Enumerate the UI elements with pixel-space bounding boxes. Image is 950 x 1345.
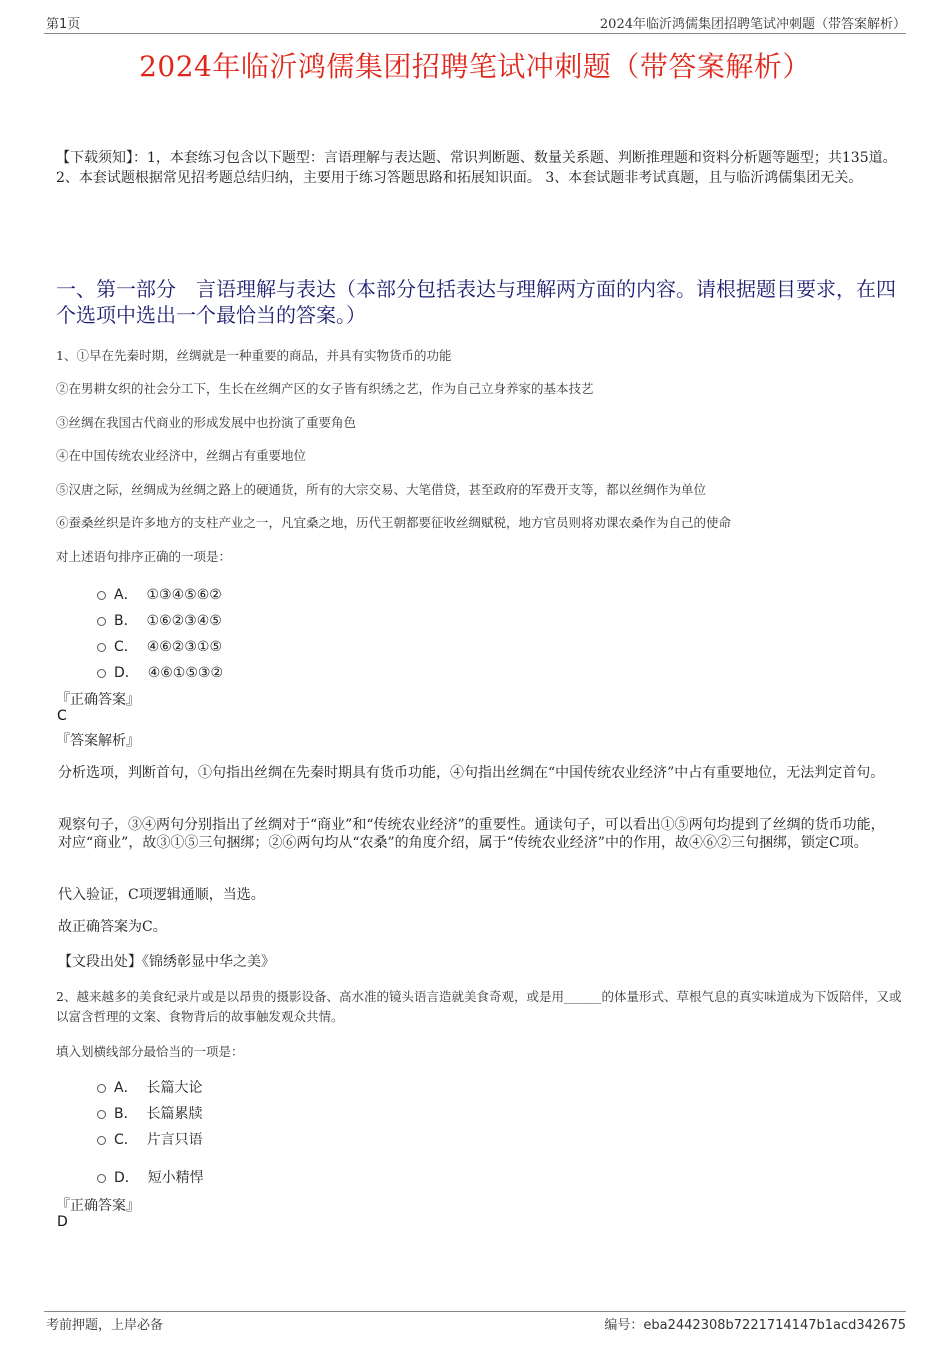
q2-option-b[interactable]: B． 长篇累牍 (97, 1103, 203, 1123)
q2-answer: D (57, 1214, 68, 1230)
footer-slogan: 考前押题，上岸必备 (46, 1318, 164, 1333)
q1-analysis-label: 『答案解析』 (56, 733, 140, 749)
q2-option-c[interactable]: C． 片言只语 (97, 1129, 203, 1149)
q1-prompt: 对上述语句排序正确的一项是： (56, 549, 232, 564)
q1-sentence-2: ②在男耕女织的社会分工下，生长在丝绸产区的女子皆有织绣之艺，作为自己立身养家的基本技艺 (56, 381, 594, 396)
download-notice: 【下载须知】：1，本套练习包含以下题型：言语理解与表达题、常识判断题、数量关系题、判断推理题和资料分析题等题型；共135道。 2、本套试题根据常见招考题总结归纳，主要用于练习答题思路和拓展知识面。 3、本套试题非考试真题，且与临沂鸿儒集团无关。 (56, 150, 897, 186)
radio-icon[interactable] (97, 1110, 106, 1119)
header-divider (44, 33, 906, 34)
radio-icon[interactable] (97, 643, 106, 652)
q1-sentence-1: 1、①早在先秦时期，丝绸就是一种重要的商品，并具有实物货币的功能 (56, 348, 452, 363)
q1-analysis-3: 代入验证，C项逻辑通顺，当选。 (58, 887, 265, 903)
q2-option-a[interactable]: A． 长篇大论 (97, 1077, 202, 1097)
q2-prompt: 填入划横线部分最恰当的一项是： (56, 1044, 244, 1059)
page-number: 第1页 (46, 17, 81, 32)
q1-answer-label: 『正确答案』 (56, 692, 140, 708)
q1-sentence-4: ④在中国传统农业经济中，丝绸占有重要地位 (56, 448, 307, 463)
radio-icon[interactable] (97, 669, 106, 678)
q1-sentence-6: ⑥蚕桑丝织是许多地方的支柱产业之一，凡宜桑之地，历代王朝都要征收丝绸赋税，地方官员则将劝课农桑作为自己的使命 (56, 515, 732, 530)
q1-source: 【文段出处】《锦绣彰显中华之美》 (58, 954, 275, 970)
q1-option-d[interactable]: D． ④⑥①⑤③② (97, 662, 223, 682)
q1-analysis-1: 分析选项，判断首句，①句指出丝绸在先秦时期具有货币功能，④句指出丝绸在“中国传统农业经济”中占有重要地位，无法判定首句。 (58, 765, 885, 781)
q1-analysis-4: 故正确答案为C。 (58, 919, 167, 935)
q2-option-d[interactable]: D． 短小精悍 (97, 1167, 204, 1187)
q1-option-c[interactable]: C． ④⑥②③①⑤ (97, 636, 222, 656)
q1-sentence-5: ⑤汉唐之际，丝绸成为丝绸之路上的硬通货，所有的大宗交易、大笔借贷，甚至政府的军费开支等，都以丝绸作为单位 (56, 482, 707, 497)
radio-icon[interactable] (97, 1084, 106, 1093)
radio-icon[interactable] (97, 1174, 106, 1183)
q1-option-b[interactable]: B． ①⑥②③④⑤ (97, 610, 222, 630)
q2-answer-label: 『正确答案』 (56, 1198, 140, 1214)
footer-code: 编号：eba2442308b7221714147b1acd342675 (604, 1318, 906, 1333)
q2-stem: 2、越来越多的美食纪录片或是以昂贵的摄影设备、高水准的镜头语言造就美食奇观，或是用______的体量形式、草根气息的真实味道成为下饭陪伴，又或以富含哲理的文案、食物背后的故事触发观众共情。 (56, 989, 902, 1024)
q1-answer: C (57, 708, 67, 724)
radio-icon[interactable] (97, 1136, 106, 1145)
document-title: 2024年临沂鸿儒集团招聘笔试冲刺题（带答案解析） (139, 50, 811, 83)
footer-divider (44, 1311, 906, 1312)
header-doc-title: 2024年临沂鸿儒集团招聘笔试冲刺题（带答案解析） (599, 17, 906, 32)
q1-analysis-2: 观察句子，③④两句分别指出了丝绸对于“商业”和“传统农业经济”的重要性。通读句子，可以看出①⑤两句均提到了丝绸的货币功能，对应“商业”，故③①⑤三句捆绑；②⑥两句均从“农桑”的角度介绍，属于“传统农业经济”中的作用，故④⑥②三句捆绑，锁定C项。 (58, 817, 885, 851)
q1-sentence-3: ③丝绸在我国古代商业的形成发展中也扮演了重要角色 (56, 415, 357, 430)
q1-option-a[interactable]: A． ①③④⑤⑥② (97, 584, 222, 604)
radio-icon[interactable] (97, 591, 106, 600)
section-heading: 一、第一部分 言语理解与表达（本部分包括表达与理解两方面的内容。请根据题目要求，在四个选项中选出一个最恰当的答案。） (56, 277, 896, 327)
radio-icon[interactable] (97, 617, 106, 626)
